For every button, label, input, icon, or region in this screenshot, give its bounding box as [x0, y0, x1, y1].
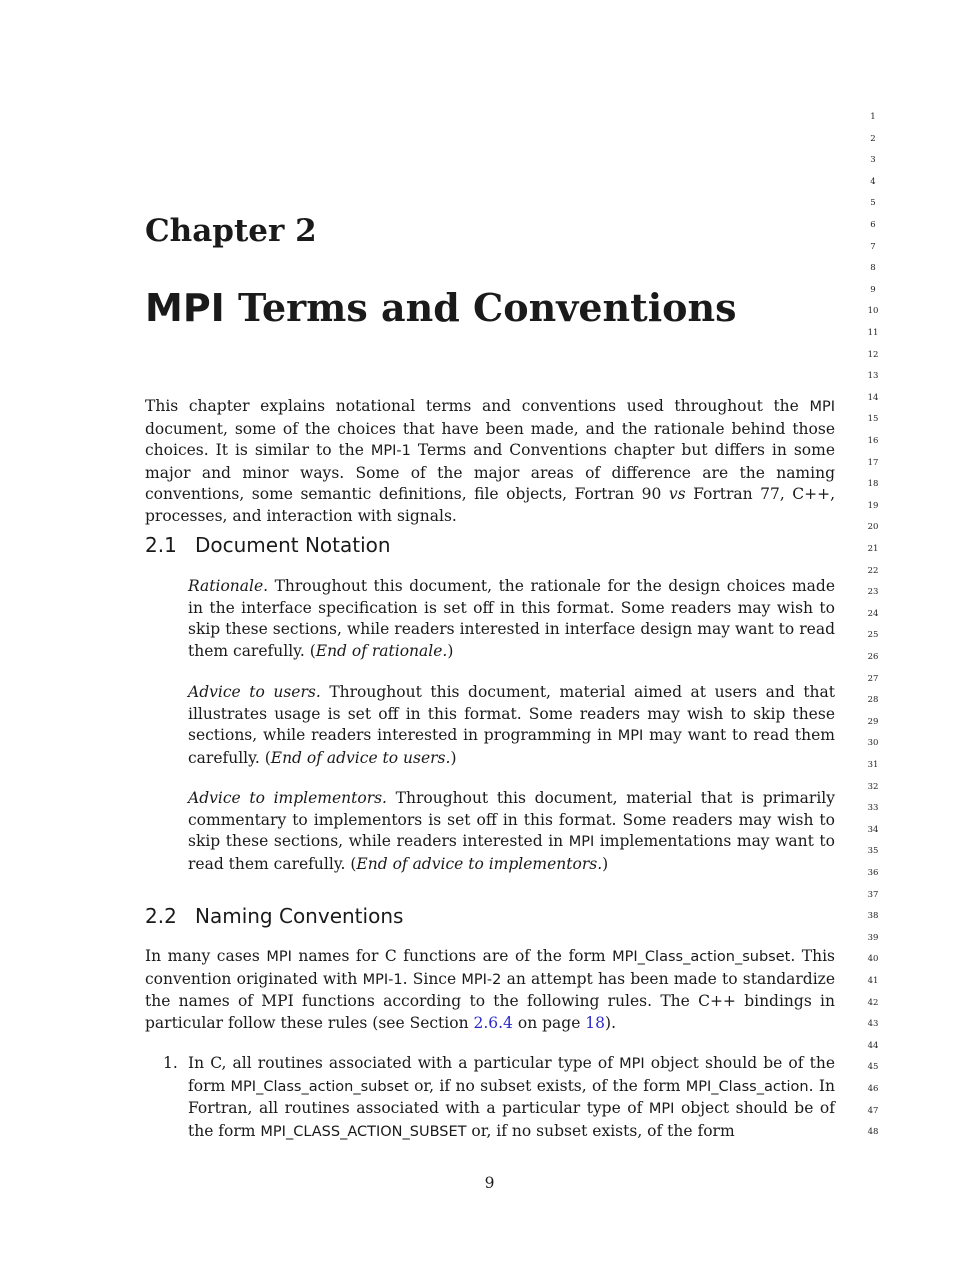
- line-number: 9: [870, 284, 876, 295]
- line-number: 12: [867, 349, 879, 360]
- line-number: 48: [867, 1127, 879, 1138]
- line-number: 26: [867, 652, 879, 662]
- line-number: 32: [867, 781, 879, 792]
- line-number: 27: [867, 673, 879, 684]
- line-number: 37: [867, 889, 879, 900]
- rationale-block: Rationale. Throughout this document, the rationale for the design choices made in the interface specification is set off in this format. Some readers may wish to skip these sections, while readers interested in interface design may want to read them carefully. (End of rationale.): [188, 577, 835, 660]
- line-number: 45: [867, 1062, 879, 1073]
- line-number: 6: [870, 220, 876, 230]
- line-number: 34: [867, 824, 879, 835]
- line-number: 29: [867, 716, 879, 727]
- line-number: 1: [870, 112, 876, 122]
- line-number: 19: [867, 500, 879, 511]
- line-number: 31: [867, 760, 879, 770]
- line-number: 35: [867, 846, 879, 857]
- line-number: 24: [867, 608, 879, 619]
- line-number: 7: [870, 241, 876, 252]
- chapter-title-mpi: MPI: [145, 286, 225, 330]
- list-item: In C, all routines associated with a particular type of MPI object should be of the form MPI_Class_action_subset or, if no subset exists, of the form MPI_Class_action. In Fortran, all routines associated with a particular type of MPI object should be of the form MPI_CLASS_ACTION_SUBSET or, if no subset exists, of the form: [188, 1054, 835, 1140]
- line-number: 17: [867, 457, 879, 468]
- line-number: 40: [867, 954, 879, 965]
- line-number: 42: [867, 997, 879, 1008]
- line-number: 16: [867, 436, 879, 446]
- line-number: 38: [867, 911, 879, 922]
- line-number: 11: [867, 328, 879, 338]
- section-heading-2-2: 2.2 Naming Conventions: [145, 904, 404, 928]
- line-number: 30: [867, 738, 879, 749]
- page-number: 9: [484, 1174, 495, 1192]
- line-number: 39: [867, 932, 879, 943]
- line-number: 21: [867, 544, 879, 554]
- line-number: 23: [867, 587, 879, 598]
- chapter-label: Chapter 2: [145, 213, 317, 249]
- advice-to-implementors-block: Advice to implementors. Throughout this document, material that is primarily commentary to implementors is set off in this format. Some readers may wish to skip these sections, while readers interested in MPI implementations may want to read them carefully. (End of advice to implementors.): [188, 789, 836, 873]
- line-number: 14: [867, 392, 879, 403]
- naming-conventions-paragraph: In many cases MPI names for C functions are of the form MPI_Class_action_subset. This convention originated with MPI-1. Since MPI-2 an attempt has been made to standardize the names of MPI functions according to the following rules. The C++ bindings in particular follow these rules (see Section 2.6.4 on page 18).: [145, 947, 835, 1032]
- line-number: 20: [867, 522, 879, 533]
- line-number: 5: [870, 198, 876, 209]
- line-number: 15: [867, 414, 879, 425]
- line-number: 2: [870, 133, 876, 144]
- line-number: 25: [867, 630, 879, 641]
- advice-to-users-block: Advice to users. Throughout this document, material aimed at users and that illustrates usage is set off in this format. Some readers may wish to skip these sections, while readers interested in programming in MPI may want to read them carefully. (End of advice to users.): [188, 683, 835, 767]
- line-number: 46: [867, 1084, 879, 1094]
- section-heading-2-1: 2.1 Document Notation: [145, 533, 391, 557]
- line-number: 13: [867, 371, 879, 382]
- line-number: 44: [867, 1040, 879, 1051]
- line-number: 10: [867, 306, 879, 317]
- line-number: 8: [870, 263, 876, 274]
- chapter-title: [145, 287, 737, 330]
- line-number: 18: [867, 479, 879, 490]
- line-number: 28: [867, 695, 879, 706]
- line-number: 4: [870, 176, 876, 187]
- line-number: 33: [867, 803, 879, 814]
- section-reference-link[interactable]: 2.6.4: [473, 1013, 513, 1032]
- intro-paragraph: This chapter explains notational terms and conventions used throughout the MPI document, some of the choices that have been made, and the rationale behind those choices. It is similar to the MPI-1 Terms and Conventions chapter but differs in some major and minor ways. Some of the major areas of difference are the naming conventions, some semantic definitions, file objects, Fortran 90 vs Fortran 77, C++, processes, and interaction with signals.: [145, 397, 836, 525]
- page-reference-link[interactable]: 18: [585, 1013, 606, 1032]
- line-number: 36: [867, 868, 879, 878]
- line-number: 43: [867, 1019, 879, 1030]
- list-item-number: 1.: [163, 1054, 178, 1072]
- line-number: 47: [867, 1105, 879, 1116]
- chapter-title-rest: Terms and Conventions: [224, 285, 737, 330]
- line-number: 22: [867, 565, 879, 576]
- line-number-column: [860, 0, 890, 1267]
- line-number: 3: [870, 155, 876, 166]
- line-number: 41: [867, 976, 879, 986]
